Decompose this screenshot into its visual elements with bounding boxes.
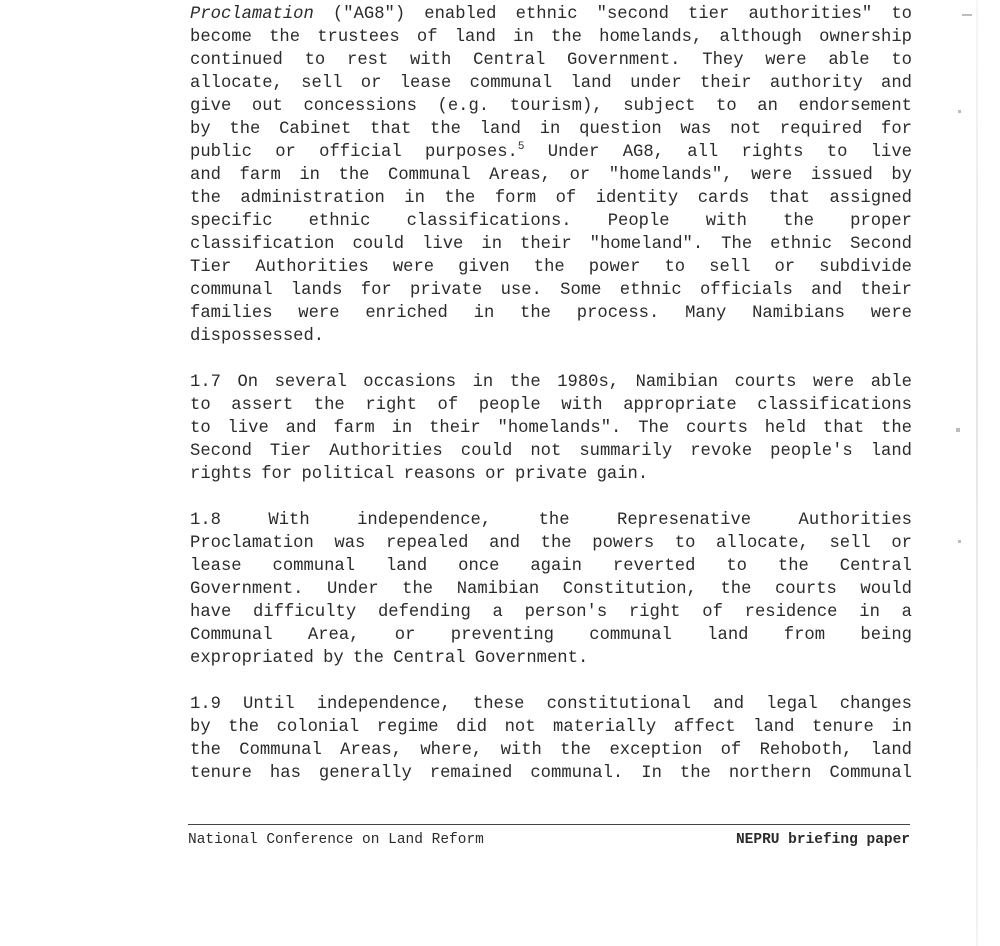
text-line: 1.9 Until independence, these constitutional and legal changes bbox=[190, 695, 912, 714]
text-line: become the trustees of land in the homelands, although ownership bbox=[190, 28, 912, 47]
scan-artifact bbox=[958, 540, 961, 543]
text-line: to assert the right of people with appropriate classifications bbox=[190, 396, 912, 415]
scan-artifact bbox=[956, 428, 960, 432]
scan-artifact bbox=[962, 14, 972, 16]
text-fragment: Under AG8, all rights to live bbox=[524, 143, 912, 162]
paragraph-ag8 bbox=[190, 3, 912, 348]
scan-margin-edge bbox=[976, 0, 978, 946]
text-line: 1.7 On several occasions in the 1980s, Namibian courts were able bbox=[190, 373, 912, 392]
footnote-marker: 5 bbox=[517, 141, 525, 153]
text-line: Communal Area, or preventing communal land from being bbox=[190, 626, 912, 645]
text-line: by the Cabinet that the land in question was not required for bbox=[190, 120, 912, 139]
text-line: Proclamation was repealed and the powers to allocate, sell or bbox=[190, 534, 912, 553]
text-line: lease communal land once again reverted to the Central bbox=[190, 557, 912, 576]
italic-term: Proclamation bbox=[190, 5, 314, 24]
text-line: dispossessed. bbox=[190, 327, 325, 346]
text-line: give out concessions (e.g. tourism), subject to an endorsement bbox=[190, 97, 912, 116]
scan-artifact bbox=[958, 110, 961, 113]
text-line: rights for political reasons or private gain. bbox=[190, 465, 649, 484]
footer-divider bbox=[188, 824, 910, 825]
text-line: 1.8 With independence, the Represenative Authorities bbox=[190, 511, 912, 530]
footer-paper-label: NEPRU briefing paper bbox=[735, 832, 910, 848]
text-line: the Communal Areas, where, with the exception of Rehoboth, land bbox=[190, 741, 912, 760]
paragraph-1-8 bbox=[190, 509, 912, 670]
text-fragment: public or official purposes. bbox=[190, 143, 518, 162]
text-line: classification could live in their "homeland". The ethnic Second bbox=[190, 235, 912, 254]
text-line bbox=[190, 3, 912, 26]
text-line: continued to rest with Central Government. They were able to bbox=[190, 51, 912, 70]
text-line bbox=[190, 141, 912, 164]
text-line: by the colonial regime did not materially affect land tenure in bbox=[190, 718, 912, 737]
paragraph-1-9 bbox=[190, 693, 912, 785]
text-line: Government. Under the Namibian Constitution, the courts would bbox=[190, 580, 912, 599]
text-line: expropriated by the Central Government. bbox=[190, 649, 589, 668]
footer-conference-title: National Conference on Land Reform bbox=[188, 832, 484, 848]
text-line: have difficulty defending a person's right of residence in a bbox=[190, 603, 912, 622]
text-line: tenure has generally remained communal. In the northern Communal bbox=[190, 764, 912, 783]
text-line: allocate, sell or lease communal land under their authority and bbox=[190, 74, 912, 93]
text-line: specific ethnic classifications. People with the proper bbox=[190, 212, 912, 231]
text-line: and farm in the Communal Areas, or "homelands", were issued by bbox=[190, 166, 912, 185]
text-line: Second Tier Authorities could not summarily revoke people's land bbox=[190, 442, 912, 461]
text-fragment: ("AG8") enabled ethnic "second tier authorities" to bbox=[313, 5, 912, 24]
text-line: families were enriched in the process. Many Namibians were bbox=[190, 304, 912, 323]
text-line: communal lands for private use. Some ethnic officials and their bbox=[190, 281, 912, 300]
paragraph-1-7 bbox=[190, 371, 912, 486]
text-line: Tier Authorities were given the power to sell or subdivide bbox=[190, 258, 912, 277]
text-line: to live and farm in their "homelands". The courts held that the bbox=[190, 419, 912, 438]
text-line: the administration in the form of identity cards that assigned bbox=[190, 189, 912, 208]
